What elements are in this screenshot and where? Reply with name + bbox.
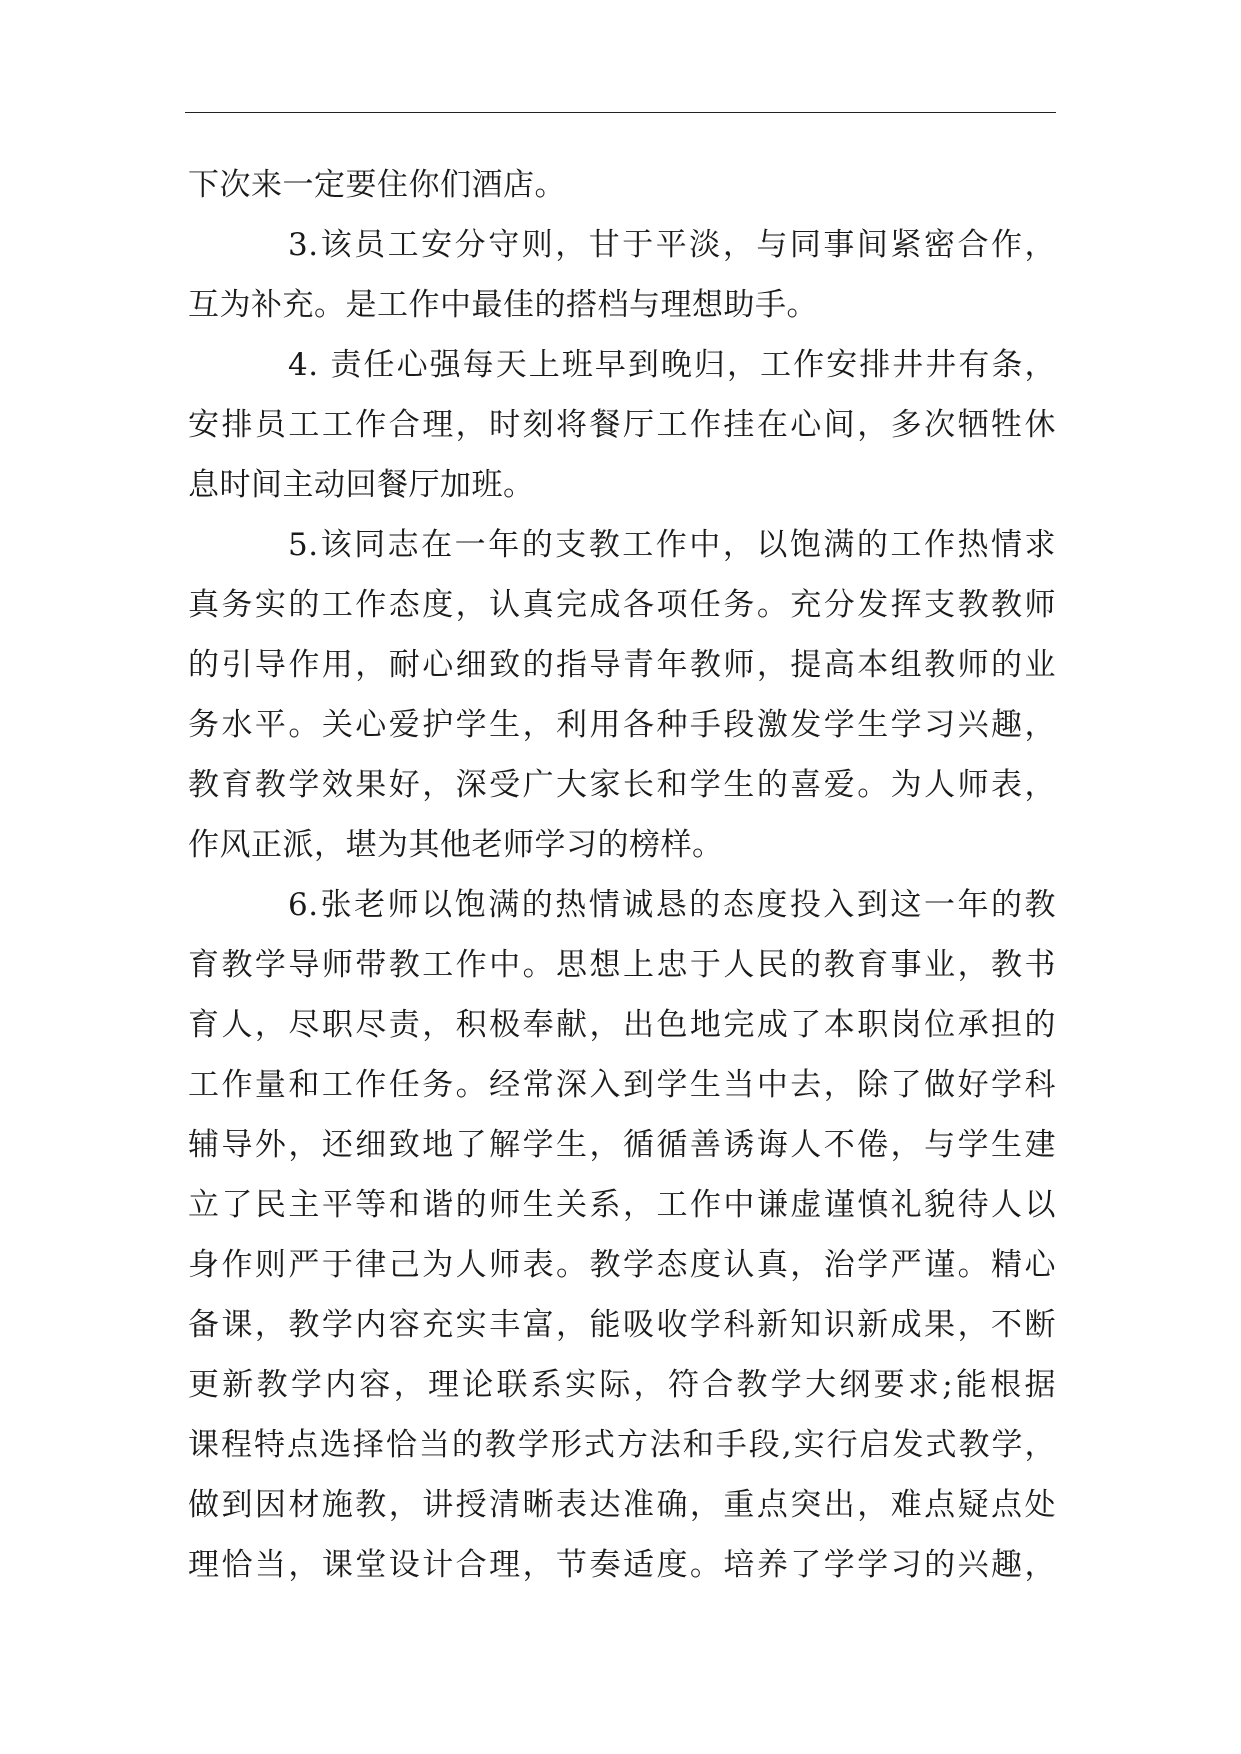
- text-line: 的引导作用，耐心细致的指导青年教师，提高本组教师的业: [188, 647, 1056, 683]
- text-line: 立了民主平等和谐的师生关系，工作中谦虚谨慎礼貌待人以: [188, 1187, 1056, 1223]
- text-line: 5.该同志在一年的支教工作中，以饱满的工作热情求: [288, 527, 1056, 563]
- text-line: 备课，教学内容充实丰富，能吸收学科新知识新成果，不断: [188, 1307, 1056, 1343]
- text-line: 务水平。关心爱护学生，利用各种手段激发学生学习兴趣，: [188, 707, 1056, 743]
- text-line: 6.张老师以饱满的热情诚恳的态度投入到这一年的教: [288, 887, 1056, 923]
- body-text: [188, 155, 1056, 1595]
- text-line: 工作量和工作任务。经常深入到学生当中去，除了做好学科: [188, 1067, 1056, 1103]
- text-line: 互为补充。是工作中最佳的搭档与理想助手。: [188, 287, 818, 323]
- text-line: 作风正派，堪为其他老师学习的榜样。: [188, 827, 724, 863]
- text-line: 息时间主动回餐厅加班。: [188, 467, 535, 503]
- text-line: 教育教学效果好，深受广大家长和学生的喜爱。为人师表，: [188, 767, 1056, 803]
- text-line: 课程特点选择恰当的教学形式方法和手段,实行启发式教学，: [188, 1427, 1056, 1463]
- text-line: 更新教学内容，理论联系实际，符合教学大纲要求;能根据: [188, 1367, 1056, 1403]
- text-line: 4. 责任心强每天上班早到晚归，工作安排井井有条，: [288, 347, 1056, 383]
- text-line: 辅导外，还细致地了解学生，循循善诱诲人不倦，与学生建: [188, 1127, 1056, 1163]
- text-line: 做到因材施教，讲授清晰表达准确，重点突出，难点疑点处: [188, 1487, 1056, 1523]
- text-line: 下次来一定要住你们酒店。: [188, 167, 566, 203]
- text-line: 3.该员工安分守则，甘于平淡，与同事间紧密合作，: [288, 227, 1056, 263]
- text-line: 育人，尽职尽责，积极奉献，出色地完成了本职岗位承担的: [188, 1007, 1056, 1043]
- text-line: 理恰当，课堂设计合理，节奏适度。培养了学学习的兴趣，: [188, 1547, 1056, 1583]
- text-line: 育教学导师带教工作中。思想上忠于人民的教育事业，教书: [188, 947, 1056, 983]
- header-rule: [185, 112, 1056, 113]
- text-line: 安排员工工作合理，时刻将餐厅工作挂在心间，多次牺牲休: [188, 407, 1056, 443]
- text-line: 真务实的工作态度，认真完成各项任务。充分发挥支教教师: [188, 587, 1056, 623]
- text-line: 身作则严于律己为人师表。教学态度认真，治学严谨。精心: [188, 1247, 1056, 1283]
